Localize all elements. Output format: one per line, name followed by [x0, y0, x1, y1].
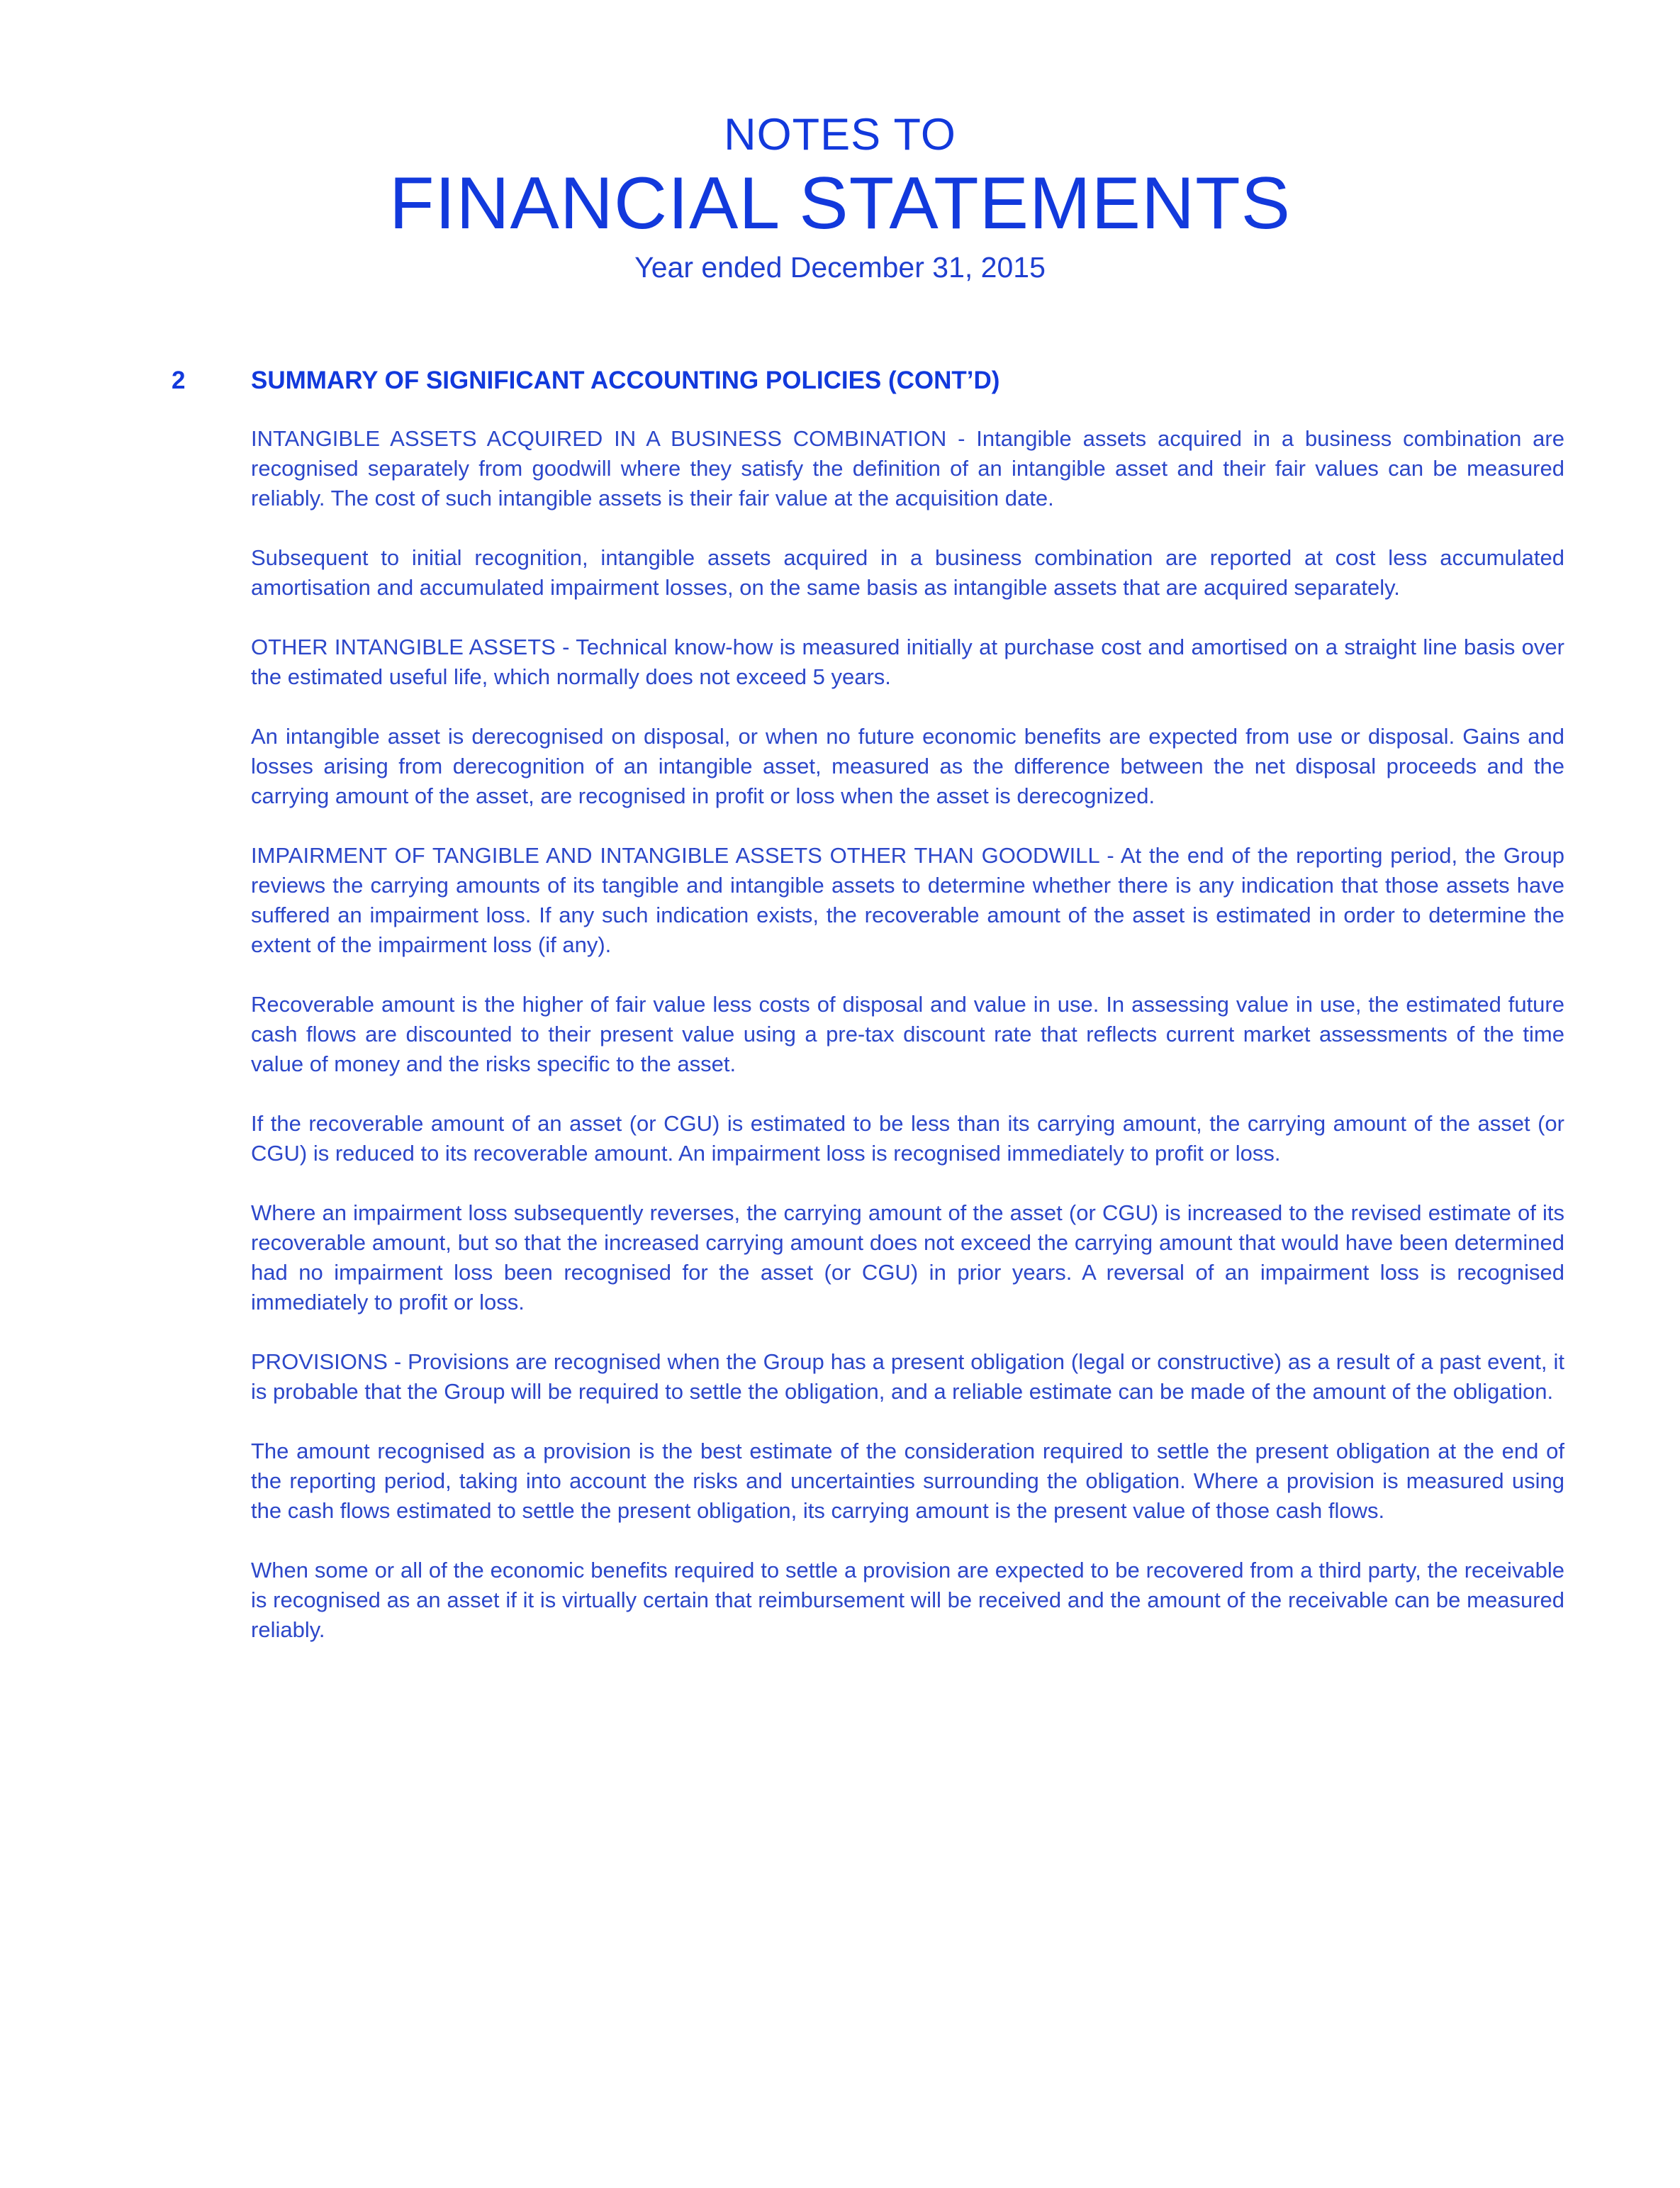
paragraph-impairment-reversal: Where an impairment loss subsequently reverses, the carrying amount of the asset (or CGU) is increased to the revised estimate of its recoverable amount, but so that the increased carrying amount does not exceed the carrying amount that would have been determined had no impairment loss been recognised for the asset (or CGU) in prior years. A reversal of an impairment loss is recognised immediately to profit or loss.	[251, 1200, 1564, 1315]
paragraph-impairment: IMPAIRMENT OF TANGIBLE AND INTANGIBLE ASSETS OTHER THAN GOODWILL - At the end of the reporting period, the Group reviews the carrying amounts of its tangible and intangible assets to determine whether there is any indication that those assets have suffered an impairment loss. If any such indication exists, the recoverable amount of the asset is estimated in order to determine the extent of the impairment loss (if any).	[251, 843, 1564, 957]
page-subtitle: Year ended December 31, 2015	[634, 251, 1046, 284]
page-title: FINANCIAL STATEMENTS	[389, 162, 1291, 245]
section-number: 2	[172, 367, 186, 394]
header-notes-to: NOTES TO	[724, 110, 956, 160]
paragraph-other-intangible-assets: OTHER INTANGIBLE ASSETS - Technical know-how is measured initially at purchase cost and amortised on a straight line basis over the estimated useful life, which normally does not exceed 5 years.	[251, 635, 1564, 689]
section-heading	[172, 365, 1589, 396]
section-body	[251, 424, 1564, 1675]
paragraph-derecognition: An intangible asset is derecognised on disposal, or when no future economic benefits are expected from use or disposal. Gains and losses arising from derecognition of an intangible asset, measured as the difference between the net disposal proceeds and the carrying amount of the asset, are recognised in profit or loss when the asset is derecognized.	[251, 724, 1564, 808]
paragraph-subsequent-recognition: Subsequent to initial recognition, intangible assets acquired in a business combination are reported at cost less accumulated amortisation and accumulated impairment losses, on the same basis as intangible assets that are acquired separately.	[251, 545, 1564, 600]
paragraph-impairment-loss: If the recoverable amount of an asset (or CGU) is estimated to be less than its carrying amount, the carrying amount of the asset (or CGU) is reduced to its recoverable amount. An impairment loss is recognised immediately to profit or loss.	[251, 1111, 1564, 1166]
paragraph-intangible-assets-business-combination: INTANGIBLE ASSETS ACQUIRED IN A BUSINESS COMBINATION - Intangible assets acquired in a business combination are recognised separately from goodwill where they satisfy the definition of an intangible asset and their fair values can be measured reliably. The cost of such intangible assets is their fair value at the acquisition date.	[251, 426, 1564, 510]
paragraph-recoverable-amount: Recoverable amount is the higher of fair value less costs of disposal and value in use. In assessing value in use, the estimated future cash flows are discounted to their present value using a pre-tax discount rate that reflects current market assessments of the time value of money and the risks specific to the asset.	[251, 992, 1564, 1076]
paragraph-provisions: PROVISIONS - Provisions are recognised when the Group has a present obligation (legal or constructive) as a result of a past event, it is probable that the Group will be required to settle the obligation, and a reliable estimate can be made of the amount of the obligation.	[251, 1349, 1564, 1404]
page-header	[0, 106, 1680, 286]
paragraph-reimbursement: When some or all of the economic benefits required to settle a provision are expected to be recovered from a third party, the receivable is recognised as an asset if it is virtually certain that reimbursement will be received and the amount of the receivable can be measured reliably.	[251, 1558, 1564, 1642]
paragraph-provision-amount: The amount recognised as a provision is the best estimate of the consideration required to settle the present obligation at the end of the reporting period, taking into account the risks and uncertainties surrounding the obligation. Where a provision is measured using the cash flows estimated to settle the present obligation, its carrying amount is the present value of those cash flows.	[251, 1439, 1564, 1523]
section-title: SUMMARY OF SIGNIFICANT ACCOUNTING POLICIES (CONT’D)	[251, 367, 1000, 394]
